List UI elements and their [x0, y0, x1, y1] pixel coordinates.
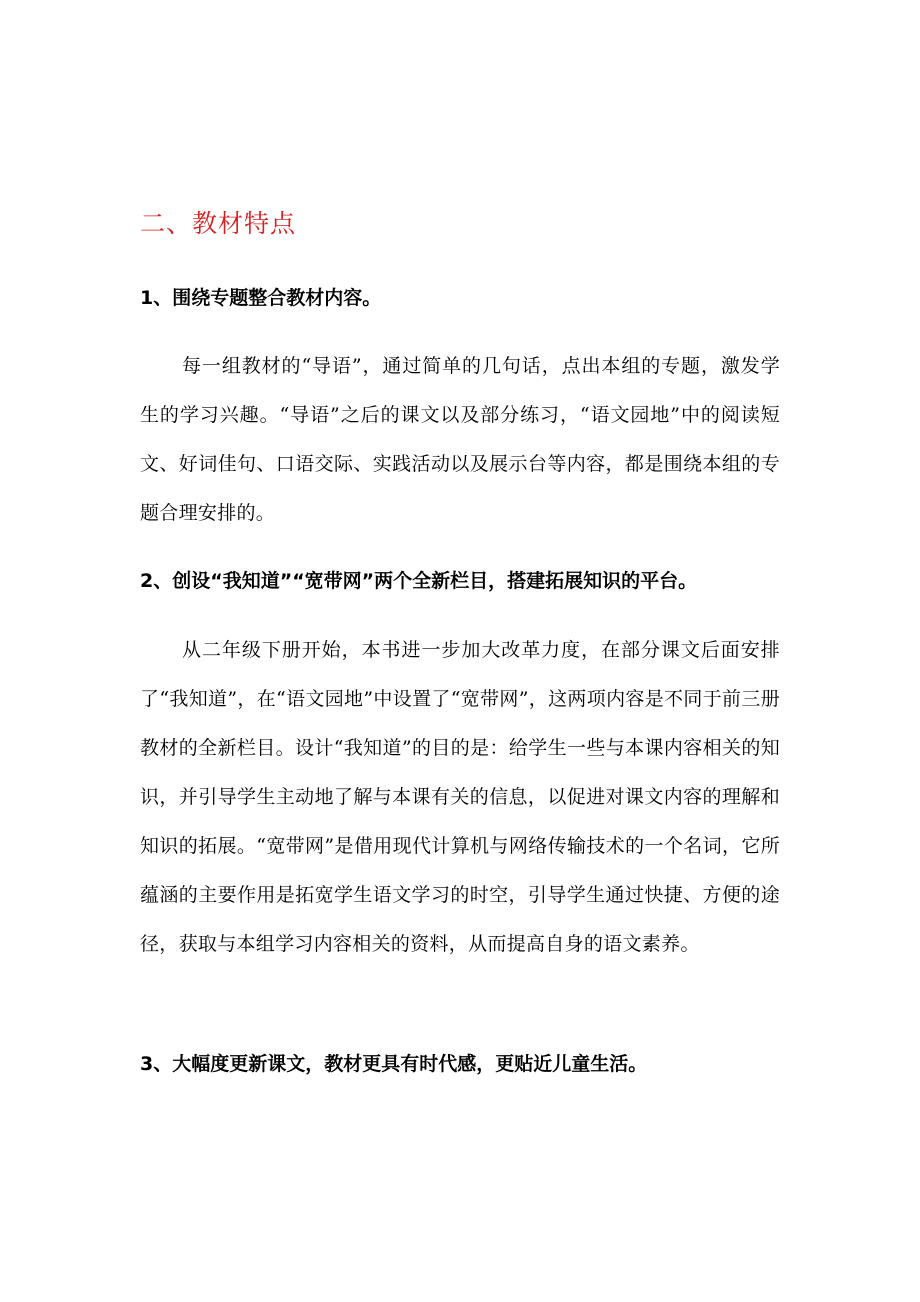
item-2-heading: 2、创设“我知道”“宽带网”两个全新栏目，搭建拓展知识的平台。 — [140, 570, 698, 592]
item-1-paragraph: 每一组教材的“导语”，通过简单的几句话，点出本组的专题，激发学生的学习兴趣。“导语”之后的课文以及部分练习，“语文园地”中的阅读短文、好词佳句、口语交际、实践活动以及展示台等内容，都是围绕本组的专题合理安排的。 — [140, 355, 780, 524]
item-2-paragraph: 从二年级下册开始，本书进一步加大改革力度，在部分课文后面安排了“我知道”，在“语文园地”中设置了“宽带网”，这两项内容是不同于前三册教材的全新栏目。设计“我知道”的目的是：给学生一些与本课内容相关的知识，并引导学生主动地了解与本课有关的信息，以促进对课文内容的理解和知识的拓展。“宽带网”是借用现代计算机与网络传输技术的一个名词，它所蕴涵的主要作用是拓宽学生语文学习的时空，引导学生通过快捷、方便的途径，获取与本组学习内容相关的资料，从而提高自身的语文素养。 — [140, 639, 780, 955]
section-title: 二、教材特点 — [140, 209, 297, 238]
item-3-heading: 3、大幅度更新课文，教材更具有时代感，更贴近儿童生活。 — [140, 1053, 648, 1075]
item-1-heading: 1、围绕专题整合教材内容。 — [140, 287, 382, 309]
